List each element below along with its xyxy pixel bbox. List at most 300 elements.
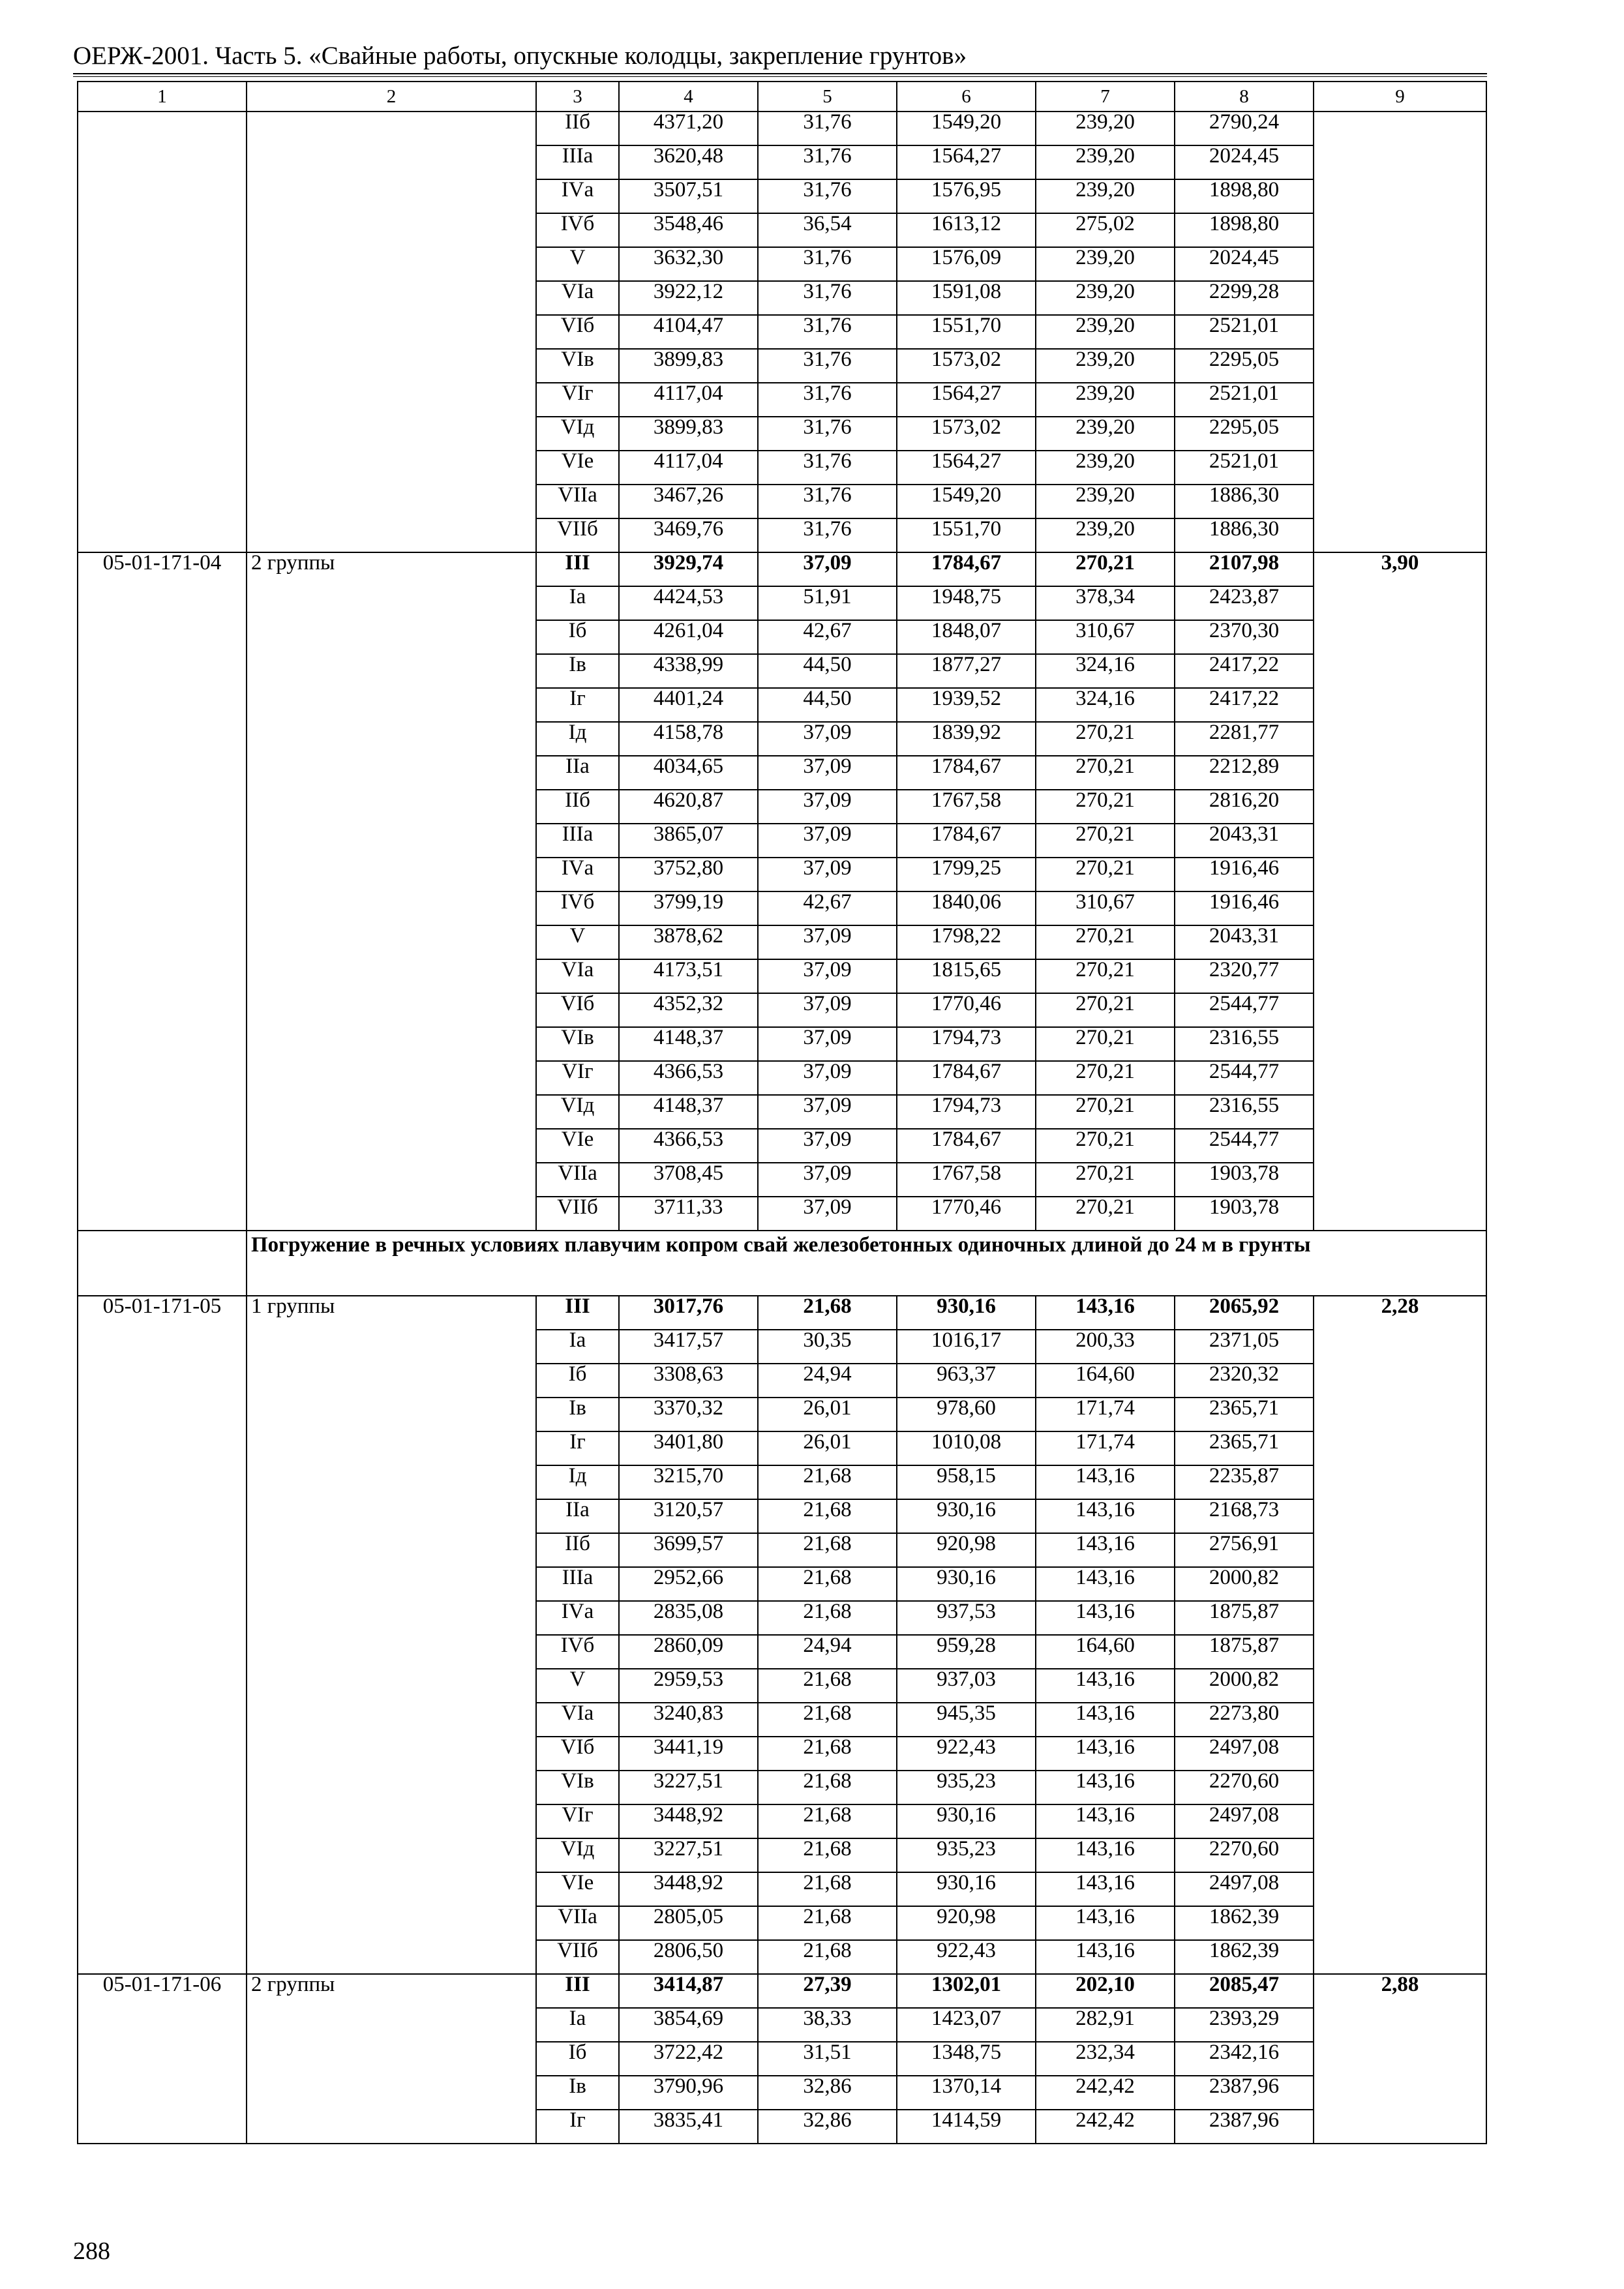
value-col7: 270,21 xyxy=(1036,1163,1175,1197)
value-col6: 920,98 xyxy=(897,1906,1036,1940)
column-number-5: 5 xyxy=(758,82,897,112)
value-col8: 1862,39 xyxy=(1175,1940,1314,1974)
value-col5: 21,68 xyxy=(758,1296,897,1330)
rate-name: 1 группы xyxy=(247,1296,536,1974)
value-col7: 171,74 xyxy=(1036,1398,1175,1431)
zone-cell: VIб xyxy=(536,315,619,349)
value-col6: 1549,20 xyxy=(897,485,1036,518)
value-col5: 42,67 xyxy=(758,620,897,654)
value-col5: 37,09 xyxy=(758,1061,897,1095)
zone-cell: Iб xyxy=(536,1364,619,1398)
value-col7: 164,60 xyxy=(1036,1635,1175,1669)
value-col4: 2805,05 xyxy=(619,1906,758,1940)
page-header xyxy=(73,40,1487,72)
value-col6: 1784,67 xyxy=(897,1061,1036,1095)
value-col6: 937,03 xyxy=(897,1669,1036,1703)
zone-cell: IIб xyxy=(536,1533,619,1567)
value-col5: 37,09 xyxy=(758,1197,897,1231)
value-col6: 1564,27 xyxy=(897,383,1036,417)
value-col4: 4620,87 xyxy=(619,790,758,824)
coefficient-cell: 2,28 xyxy=(1314,1296,1486,1974)
value-col5: 24,94 xyxy=(758,1635,897,1669)
value-col7: 239,20 xyxy=(1036,179,1175,213)
value-col8: 1886,30 xyxy=(1175,485,1314,518)
value-col6: 1576,09 xyxy=(897,247,1036,281)
value-col6: 930,16 xyxy=(897,1567,1036,1601)
value-col5: 37,09 xyxy=(758,722,897,756)
zone-cell: VIе xyxy=(536,1129,619,1163)
value-col7: 143,16 xyxy=(1036,1737,1175,1771)
value-col5: 32,86 xyxy=(758,2110,897,2144)
value-col5: 37,09 xyxy=(758,1163,897,1197)
value-col6: 1010,08 xyxy=(897,1431,1036,1465)
zone-cell: VIе xyxy=(536,451,619,485)
value-col8: 2387,96 xyxy=(1175,2076,1314,2110)
value-col4: 3120,57 xyxy=(619,1499,758,1533)
value-col7: 270,21 xyxy=(1036,1061,1175,1095)
value-col8: 2270,60 xyxy=(1175,1838,1314,1872)
value-col5: 37,09 xyxy=(758,858,897,891)
value-col8: 2320,32 xyxy=(1175,1364,1314,1398)
value-col4: 3467,26 xyxy=(619,485,758,518)
value-col6: 1799,25 xyxy=(897,858,1036,891)
value-col7: 270,21 xyxy=(1036,959,1175,993)
table-row xyxy=(78,1974,1486,2008)
value-col4: 4034,65 xyxy=(619,756,758,790)
value-col7: 239,20 xyxy=(1036,383,1175,417)
zone-cell: VIIб xyxy=(536,1197,619,1231)
header-rule xyxy=(73,73,1487,74)
value-col8: 2417,22 xyxy=(1175,654,1314,688)
value-col8: 2393,29 xyxy=(1175,2008,1314,2042)
value-col4: 4261,04 xyxy=(619,620,758,654)
value-col5: 31,76 xyxy=(758,315,897,349)
value-col7: 310,67 xyxy=(1036,620,1175,654)
value-col5: 38,33 xyxy=(758,2008,897,2042)
value-col4: 4117,04 xyxy=(619,383,758,417)
value-col4: 3790,96 xyxy=(619,2076,758,2110)
zone-cell: VIг xyxy=(536,1061,619,1095)
column-number-8: 8 xyxy=(1175,82,1314,112)
value-col5: 26,01 xyxy=(758,1431,897,1465)
value-col7: 239,20 xyxy=(1036,315,1175,349)
value-col8: 1903,78 xyxy=(1175,1197,1314,1231)
value-col6: 1551,70 xyxy=(897,315,1036,349)
value-col5: 32,86 xyxy=(758,2076,897,2110)
value-col8: 2497,08 xyxy=(1175,1872,1314,1906)
value-col7: 143,16 xyxy=(1036,1838,1175,1872)
value-col5: 37,09 xyxy=(758,1129,897,1163)
value-col4: 3548,46 xyxy=(619,213,758,247)
value-col5: 31,76 xyxy=(758,145,897,179)
value-col8: 2544,77 xyxy=(1175,1061,1314,1095)
value-col4: 3699,57 xyxy=(619,1533,758,1567)
value-col6: 1770,46 xyxy=(897,993,1036,1027)
value-col7: 239,20 xyxy=(1036,281,1175,315)
value-col7: 143,16 xyxy=(1036,1465,1175,1499)
zone-cell: IVа xyxy=(536,179,619,213)
value-col8: 2544,77 xyxy=(1175,993,1314,1027)
value-col6: 958,15 xyxy=(897,1465,1036,1499)
section-heading: Погружение в речных условиях плавучим копром свай железобетонных одиночных длиной до 24 м в грунты xyxy=(247,1231,1486,1296)
value-col5: 42,67 xyxy=(758,891,897,925)
value-col7: 143,16 xyxy=(1036,1804,1175,1838)
value-col6: 1848,07 xyxy=(897,620,1036,654)
zone-cell: Iа xyxy=(536,2008,619,2042)
value-col7: 164,60 xyxy=(1036,1364,1175,1398)
value-col8: 2270,60 xyxy=(1175,1771,1314,1804)
value-col6: 1948,75 xyxy=(897,586,1036,620)
value-col7: 232,34 xyxy=(1036,2042,1175,2076)
rate-name: 2 группы xyxy=(247,1974,536,2144)
value-col6: 920,98 xyxy=(897,1533,1036,1567)
value-col5: 37,09 xyxy=(758,959,897,993)
value-col6: 930,16 xyxy=(897,1804,1036,1838)
zone-cell: Iб xyxy=(536,620,619,654)
value-col4: 3854,69 xyxy=(619,2008,758,2042)
column-number-9: 9 xyxy=(1314,82,1486,112)
value-col4: 2835,08 xyxy=(619,1601,758,1635)
value-col8: 2043,31 xyxy=(1175,925,1314,959)
coefficient-cell xyxy=(1314,112,1486,552)
value-col4: 3632,30 xyxy=(619,247,758,281)
zone-cell: IIа xyxy=(536,1499,619,1533)
value-col4: 4158,78 xyxy=(619,722,758,756)
value-col7: 143,16 xyxy=(1036,1940,1175,1974)
value-col7: 143,16 xyxy=(1036,1296,1175,1330)
zone-cell: Iв xyxy=(536,2076,619,2110)
value-col5: 21,68 xyxy=(758,1703,897,1737)
value-col6: 1840,06 xyxy=(897,891,1036,925)
value-col7: 239,20 xyxy=(1036,451,1175,485)
value-col5: 27,39 xyxy=(758,1974,897,2008)
value-col4: 3414,87 xyxy=(619,1974,758,2008)
value-col4: 4117,04 xyxy=(619,451,758,485)
value-col5: 21,68 xyxy=(758,1601,897,1635)
value-col4: 3711,33 xyxy=(619,1197,758,1231)
zone-cell: Iг xyxy=(536,1431,619,1465)
value-col8: 2212,89 xyxy=(1175,756,1314,790)
value-col4: 3899,83 xyxy=(619,417,758,451)
value-col5: 21,68 xyxy=(758,1771,897,1804)
value-col5: 31,76 xyxy=(758,247,897,281)
zone-cell: IVа xyxy=(536,858,619,891)
value-col6: 922,43 xyxy=(897,1737,1036,1771)
value-col4: 4104,47 xyxy=(619,315,758,349)
zone-cell: Iв xyxy=(536,1398,619,1431)
column-number-6: 6 xyxy=(897,82,1036,112)
value-col4: 3308,63 xyxy=(619,1364,758,1398)
rate-code: 05-01-171-05 xyxy=(78,1296,247,1974)
value-col7: 143,16 xyxy=(1036,1906,1175,1940)
value-col6: 930,16 xyxy=(897,1296,1036,1330)
value-col8: 2365,71 xyxy=(1175,1398,1314,1431)
value-col4: 3865,07 xyxy=(619,824,758,858)
document-title: ОЕРЖ-2001. Часть 5. «Свайные работы, опускные колодцы, закрепление грунтов» xyxy=(73,42,967,70)
value-col5: 37,09 xyxy=(758,824,897,858)
value-col5: 37,09 xyxy=(758,993,897,1027)
value-col4: 3401,80 xyxy=(619,1431,758,1465)
value-col6: 930,16 xyxy=(897,1872,1036,1906)
value-col8: 2423,87 xyxy=(1175,586,1314,620)
value-col7: 242,42 xyxy=(1036,2076,1175,2110)
value-col7: 270,21 xyxy=(1036,552,1175,586)
zone-cell: VIб xyxy=(536,1737,619,1771)
value-col7: 143,16 xyxy=(1036,1703,1175,1737)
value-col8: 2387,96 xyxy=(1175,2110,1314,2144)
value-col6: 1784,67 xyxy=(897,1129,1036,1163)
value-col6: 1815,65 xyxy=(897,959,1036,993)
value-col4: 3469,76 xyxy=(619,518,758,552)
value-col5: 51,91 xyxy=(758,586,897,620)
value-col8: 2295,05 xyxy=(1175,349,1314,383)
value-col6: 1784,67 xyxy=(897,824,1036,858)
value-col7: 239,20 xyxy=(1036,112,1175,145)
value-col6: 1839,92 xyxy=(897,722,1036,756)
value-col7: 310,67 xyxy=(1036,891,1175,925)
value-col7: 143,16 xyxy=(1036,1771,1175,1804)
value-col8: 2417,22 xyxy=(1175,688,1314,722)
value-col4: 3507,51 xyxy=(619,179,758,213)
value-col6: 922,43 xyxy=(897,1940,1036,1974)
value-col5: 21,68 xyxy=(758,1669,897,1703)
zone-cell: VIа xyxy=(536,959,619,993)
value-col4: 4148,37 xyxy=(619,1095,758,1129)
zone-cell: Iа xyxy=(536,1330,619,1364)
value-col5: 37,09 xyxy=(758,1095,897,1129)
value-col8: 2043,31 xyxy=(1175,824,1314,858)
value-col6: 1770,46 xyxy=(897,1197,1036,1231)
value-col7: 239,20 xyxy=(1036,145,1175,179)
value-col4: 3240,83 xyxy=(619,1703,758,1737)
value-col6: 937,53 xyxy=(897,1601,1036,1635)
value-col5: 26,01 xyxy=(758,1398,897,1431)
zone-cell: IVб xyxy=(536,213,619,247)
value-col8: 2497,08 xyxy=(1175,1737,1314,1771)
zone-cell: VIIб xyxy=(536,518,619,552)
value-col4: 4338,99 xyxy=(619,654,758,688)
value-col7: 239,20 xyxy=(1036,485,1175,518)
value-col8: 2085,47 xyxy=(1175,1974,1314,2008)
value-col4: 3722,42 xyxy=(619,2042,758,2076)
value-col6: 1348,75 xyxy=(897,2042,1036,2076)
value-col8: 2235,87 xyxy=(1175,1465,1314,1499)
value-col7: 143,16 xyxy=(1036,1499,1175,1533)
column-number-row xyxy=(78,82,1486,112)
zone-cell: VIд xyxy=(536,1095,619,1129)
value-col5: 21,68 xyxy=(758,1940,897,1974)
zone-cell: V xyxy=(536,247,619,281)
value-col5: 31,76 xyxy=(758,383,897,417)
zone-cell: VIг xyxy=(536,383,619,417)
value-col6: 1794,73 xyxy=(897,1027,1036,1061)
value-col7: 324,16 xyxy=(1036,688,1175,722)
column-number-2: 2 xyxy=(247,82,536,112)
value-col7: 270,21 xyxy=(1036,1095,1175,1129)
value-col5: 37,09 xyxy=(758,756,897,790)
zone-cell: Iд xyxy=(536,1465,619,1499)
column-number-3: 3 xyxy=(536,82,619,112)
value-col7: 275,02 xyxy=(1036,213,1175,247)
zone-cell: VIв xyxy=(536,1771,619,1804)
value-col6: 930,16 xyxy=(897,1499,1036,1533)
section-empty-cell xyxy=(78,1231,247,1296)
rate-code: 05-01-171-06 xyxy=(78,1974,247,2144)
value-col4: 3835,41 xyxy=(619,2110,758,2144)
value-col8: 2816,20 xyxy=(1175,790,1314,824)
value-col4: 3017,76 xyxy=(619,1296,758,1330)
value-col7: 143,16 xyxy=(1036,1669,1175,1703)
value-col6: 1576,95 xyxy=(897,179,1036,213)
value-col5: 31,76 xyxy=(758,451,897,485)
value-col8: 1916,46 xyxy=(1175,858,1314,891)
value-col8: 2273,80 xyxy=(1175,1703,1314,1737)
value-col6: 978,60 xyxy=(897,1398,1036,1431)
value-col6: 1798,22 xyxy=(897,925,1036,959)
value-col8: 2299,28 xyxy=(1175,281,1314,315)
zone-cell: VIг xyxy=(536,1804,619,1838)
rate-code xyxy=(78,112,247,552)
value-col6: 1370,14 xyxy=(897,2076,1036,2110)
value-col4: 3215,70 xyxy=(619,1465,758,1499)
value-col6: 963,37 xyxy=(897,1364,1036,1398)
zone-cell: III xyxy=(536,1296,619,1330)
value-col8: 1898,80 xyxy=(1175,213,1314,247)
value-col8: 2756,91 xyxy=(1175,1533,1314,1567)
value-col5: 31,76 xyxy=(758,179,897,213)
table-row xyxy=(78,1296,1486,1330)
value-col6: 1767,58 xyxy=(897,790,1036,824)
value-col7: 143,16 xyxy=(1036,1601,1175,1635)
value-col4: 3227,51 xyxy=(619,1838,758,1872)
value-col6: 1414,59 xyxy=(897,2110,1036,2144)
value-col7: 200,33 xyxy=(1036,1330,1175,1364)
value-col6: 1613,12 xyxy=(897,213,1036,247)
value-col4: 3752,80 xyxy=(619,858,758,891)
value-col6: 1549,20 xyxy=(897,112,1036,145)
zone-cell: VIд xyxy=(536,417,619,451)
value-col6: 1564,27 xyxy=(897,451,1036,485)
coefficient-cell: 2,88 xyxy=(1314,1974,1486,2144)
coefficient-cell: 3,90 xyxy=(1314,552,1486,1231)
rates-table-body xyxy=(78,82,1486,2144)
value-col7: 239,20 xyxy=(1036,349,1175,383)
column-number-7: 7 xyxy=(1036,82,1175,112)
value-col8: 2107,98 xyxy=(1175,552,1314,586)
zone-cell: Iб xyxy=(536,2042,619,2076)
rate-name xyxy=(247,112,536,552)
value-col4: 4366,53 xyxy=(619,1061,758,1095)
value-col5: 21,68 xyxy=(758,1838,897,1872)
value-col8: 1916,46 xyxy=(1175,891,1314,925)
zone-cell: VIв xyxy=(536,1027,619,1061)
value-col8: 2370,30 xyxy=(1175,620,1314,654)
value-col7: 202,10 xyxy=(1036,1974,1175,2008)
value-col4: 4371,20 xyxy=(619,112,758,145)
value-col4: 4401,24 xyxy=(619,688,758,722)
zone-cell: IVб xyxy=(536,1635,619,1669)
value-col7: 270,21 xyxy=(1036,722,1175,756)
value-col4: 3899,83 xyxy=(619,349,758,383)
value-col8: 2316,55 xyxy=(1175,1027,1314,1061)
zone-cell: V xyxy=(536,925,619,959)
value-col7: 239,20 xyxy=(1036,247,1175,281)
value-col7: 270,21 xyxy=(1036,790,1175,824)
value-col7: 270,21 xyxy=(1036,1197,1175,1231)
zone-cell: VIIа xyxy=(536,1906,619,1940)
zone-cell: VIIб xyxy=(536,1940,619,1974)
value-col6: 1767,58 xyxy=(897,1163,1036,1197)
zone-cell: IVб xyxy=(536,891,619,925)
zone-cell: IVа xyxy=(536,1601,619,1635)
zone-cell: VIIа xyxy=(536,1163,619,1197)
value-col6: 1591,08 xyxy=(897,281,1036,315)
value-col5: 44,50 xyxy=(758,654,897,688)
value-col8: 2000,82 xyxy=(1175,1669,1314,1703)
value-col6: 945,35 xyxy=(897,1703,1036,1737)
value-col5: 37,09 xyxy=(758,790,897,824)
zone-cell: Iа xyxy=(536,586,619,620)
value-col5: 21,68 xyxy=(758,1804,897,1838)
value-col7: 270,21 xyxy=(1036,1129,1175,1163)
value-col8: 2497,08 xyxy=(1175,1804,1314,1838)
value-col7: 270,21 xyxy=(1036,993,1175,1027)
value-col5: 31,76 xyxy=(758,349,897,383)
value-col4: 4424,53 xyxy=(619,586,758,620)
value-col4: 3227,51 xyxy=(619,1771,758,1804)
table-row xyxy=(78,552,1486,586)
value-col5: 36,54 xyxy=(758,213,897,247)
value-col6: 1302,01 xyxy=(897,1974,1036,2008)
value-col6: 1784,67 xyxy=(897,552,1036,586)
value-col5: 37,09 xyxy=(758,1027,897,1061)
value-col5: 37,09 xyxy=(758,925,897,959)
value-col6: 1423,07 xyxy=(897,2008,1036,2042)
value-col8: 2790,24 xyxy=(1175,112,1314,145)
value-col8: 1875,87 xyxy=(1175,1601,1314,1635)
zone-cell: IIIа xyxy=(536,145,619,179)
value-col4: 4148,37 xyxy=(619,1027,758,1061)
value-col4: 3799,19 xyxy=(619,891,758,925)
value-col6: 1016,17 xyxy=(897,1330,1036,1364)
zone-cell: Iг xyxy=(536,2110,619,2144)
value-col4: 4366,53 xyxy=(619,1129,758,1163)
value-col4: 2860,09 xyxy=(619,1635,758,1669)
value-col8: 2295,05 xyxy=(1175,417,1314,451)
zone-cell: VIIа xyxy=(536,485,619,518)
value-col7: 378,34 xyxy=(1036,586,1175,620)
value-col7: 171,74 xyxy=(1036,1431,1175,1465)
value-col6: 1573,02 xyxy=(897,417,1036,451)
zone-cell: III xyxy=(536,1974,619,2008)
value-col6: 935,23 xyxy=(897,1771,1036,1804)
value-col7: 143,16 xyxy=(1036,1533,1175,1567)
value-col4: 3417,57 xyxy=(619,1330,758,1364)
value-col8: 2024,45 xyxy=(1175,247,1314,281)
zone-cell: VIв xyxy=(536,349,619,383)
value-col4: 3441,19 xyxy=(619,1737,758,1771)
column-number-4: 4 xyxy=(619,82,758,112)
value-col4: 3448,92 xyxy=(619,1804,758,1838)
header-rule-thin xyxy=(73,76,1487,77)
value-col7: 324,16 xyxy=(1036,654,1175,688)
value-col8: 2024,45 xyxy=(1175,145,1314,179)
rate-code: 05-01-171-04 xyxy=(78,552,247,1231)
value-col8: 1898,80 xyxy=(1175,179,1314,213)
value-col6: 1564,27 xyxy=(897,145,1036,179)
value-col8: 2521,01 xyxy=(1175,383,1314,417)
value-col5: 31,76 xyxy=(758,518,897,552)
